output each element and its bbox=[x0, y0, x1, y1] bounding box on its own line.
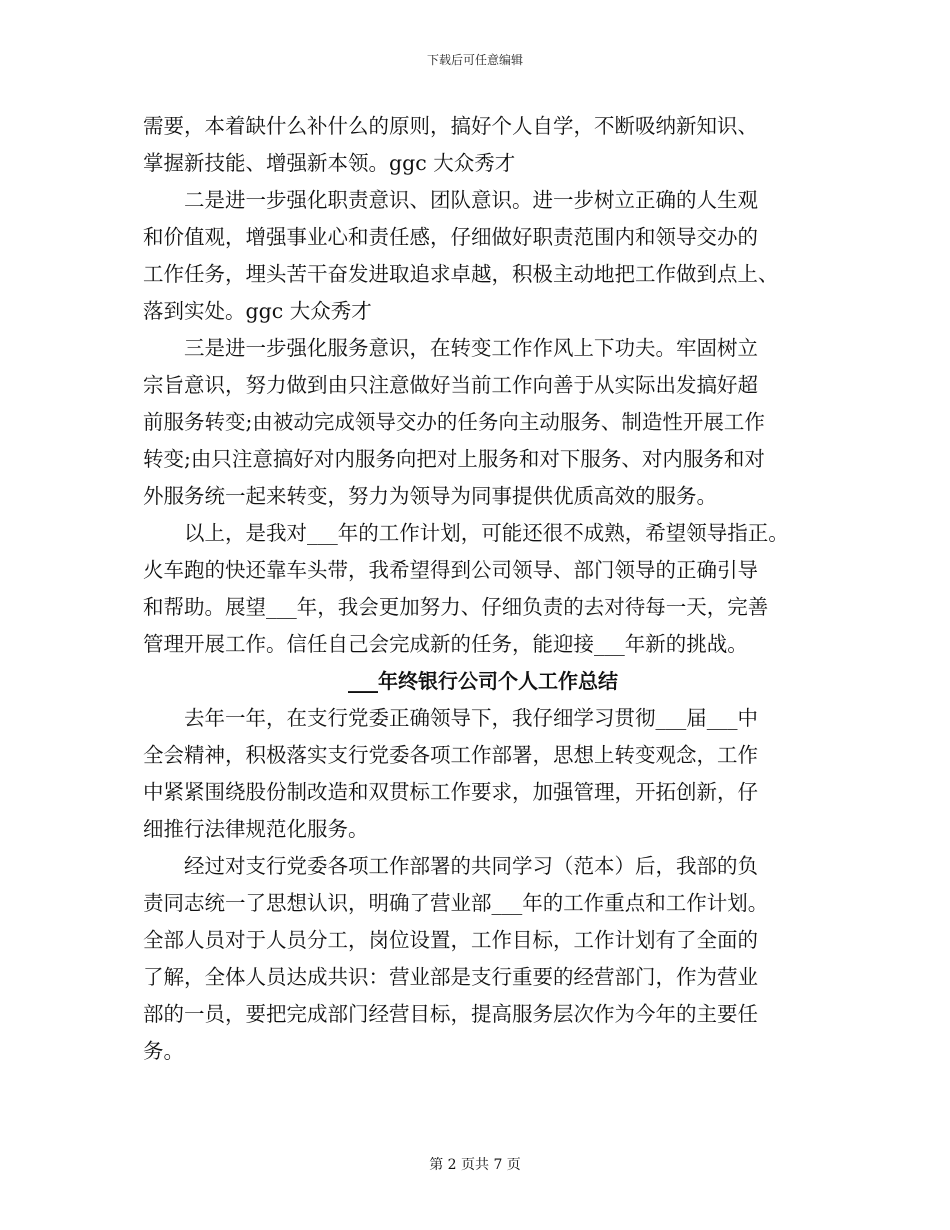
text-line: 需要，本着缺什么补什么的原则，搞好个人自学，不断吸纳新知识、 bbox=[143, 114, 758, 138]
paragraph-start: 二是进一步强化职责意识、团队意识。进一步树立正确的人生观 bbox=[184, 188, 758, 212]
document-body bbox=[143, 108, 823, 1070]
text-line: 外服务统一起来转变，努力为领导为同事提供优质高效的服务。 bbox=[143, 484, 717, 508]
text-line: 火车跑的快还靠车头带，我希望得到公司领导、部门领导的正确引导 bbox=[143, 558, 758, 582]
text-line: 工作任务，埋头苦干奋发进取追求卓越，积极主动地把工作做到点上、 bbox=[143, 262, 779, 286]
page-number: 第 2 页共 7 页 bbox=[429, 1157, 521, 1173]
paragraph-start: 三是进一步强化服务意识，在转变工作作风上下功夫。牢固树立 bbox=[184, 336, 758, 360]
text-line: 中紧紧围绕股份制改造和双贯标工作要求，加强管理，开拓创新，仔 bbox=[143, 780, 758, 804]
text-line: 全会精神，积极落实支行党委各项工作部署，思想上转变观念，工作 bbox=[143, 743, 758, 767]
text-line: 了解，全体人员达成共识：营业部是支行重要的经营部门，作为营业 bbox=[143, 965, 758, 989]
text-line: 宗旨意识，努力做到由只注意做好当前工作向善于从实际出发搞好超 bbox=[143, 373, 758, 397]
paragraph-start: 以上，是我对___年的工作计划，可能还很不成熟，希望领导指正。 bbox=[184, 521, 789, 545]
text-line: 务。 bbox=[143, 1039, 184, 1063]
paragraph-start: 经过对支行党委各项工作部署的共同学习（范本）后，我部的负 bbox=[184, 854, 758, 878]
page-header: 下载后可任意编辑 bbox=[426, 53, 523, 67]
text-line: 部的一员，要把完成部门经营目标，提高服务层次作为今年的主要任 bbox=[143, 1002, 758, 1026]
text-line: 和价值观，增强事业心和责任感，仔细做好职责范围内和领导交办的 bbox=[143, 225, 758, 249]
text-line: 前服务转变;由被动完成领导交办的任务向主动服务、制造性开展工作 bbox=[143, 410, 765, 434]
text-line: 全部人员对于人员分工，岗位设置，工作目标，工作计划有了全面的 bbox=[143, 928, 758, 952]
section-title: ___年终银行公司个人工作总结 bbox=[348, 669, 618, 693]
text-line: 和帮助。展望___年，我会更加努力、仔细负责的去对待每一天，完善 bbox=[143, 595, 769, 619]
text-line: 管理开展工作。信任自己会完成新的任务，能迎接___年新的挑战。 bbox=[143, 632, 748, 656]
text-line: 细推行法律规范化服务。 bbox=[143, 817, 369, 841]
text-line: 转变;由只注意搞好对内服务向把对上服务和对下服务、对内服务和对 bbox=[143, 447, 765, 471]
text-line: 落到实处。ggc 大众秀才 bbox=[143, 299, 372, 323]
paragraph-start: 去年一年，在支行党委正确领导下，我仔细学习贯彻___届___中 bbox=[184, 706, 758, 730]
text-line: 责同志统一了思想认识，明确了营业部___年的工作重点和工作计划。 bbox=[143, 891, 769, 915]
text-line: 掌握新技能、增强新本领。ggc 大众秀才 bbox=[143, 151, 516, 175]
